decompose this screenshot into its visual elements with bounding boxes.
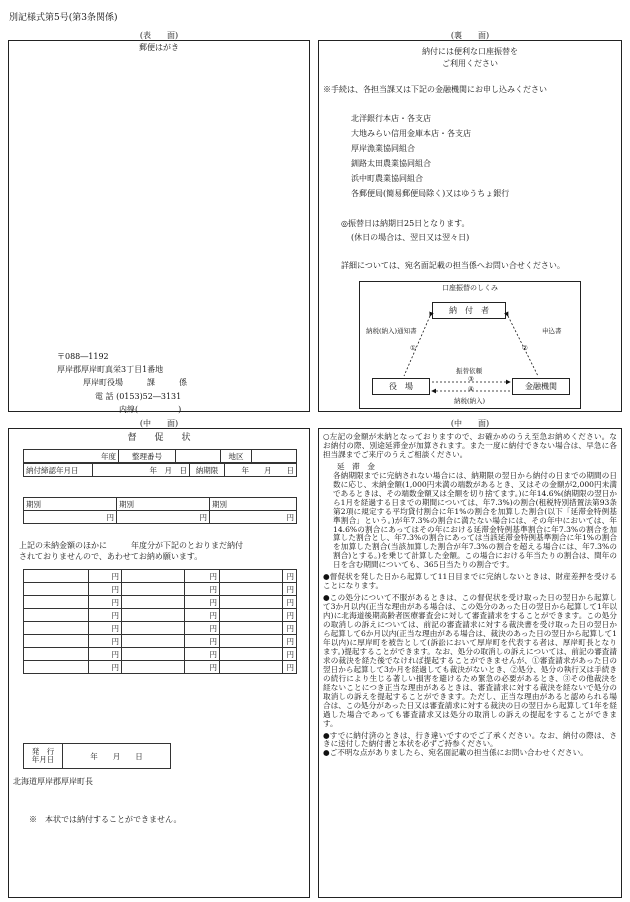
notice-panel bbox=[318, 428, 622, 898]
late-fee-text: 各納期限までに完納されない場合には、納期限の翌日から納付の日までの期間の日数に応じ、未納金額(1,000円未満の端数があるとき、又はその金額が2,000円未満であるときは、その端数金額又は全額を切り捨てます。)に年14.6%(納期限の翌日から1月を経過する日までの期間については、年7.3%)の割合(租税特別措置法第93条第2項に規定する平均貸付割合に年1%の割合を加算した割合(以下「延滞金特例基準割合」という。)が年7.3%の割合に満たない場合には、その年中においては、年14.6%の割合にあってはその年における延滞金特例基準割合に年7.3%の割合を加算した割合とし、年7.3%の割合にあっては当該延滞金特例基準割合に年1%の割合を加算した割合(当該加算した割合が年7.3%の割合を超える場合には、年7.3%の割合)とする。)を乗じて計算した金額。この場合における年当たりの割合は、閏年の日を含む期間についても、365日当たりの割合です。 bbox=[333, 470, 617, 570]
period-label: 期別 bbox=[117, 498, 210, 511]
back-panel bbox=[318, 40, 622, 412]
bank-item: 浜中町農業協同組合 bbox=[351, 174, 423, 183]
deadline-date: 年 月 日 bbox=[93, 464, 190, 477]
year-cell: 年度 bbox=[24, 450, 119, 463]
bank-item: 厚岸漁業協同組合 bbox=[351, 144, 415, 153]
issue-label bbox=[24, 744, 63, 769]
payer-box: 納 付 者 bbox=[432, 302, 506, 319]
transfer-date: ◎振替日は納期日25日となります。 bbox=[341, 219, 470, 228]
yen-cell: 円 bbox=[185, 570, 220, 583]
ref-no-value bbox=[176, 450, 221, 463]
yen-cell: 円 bbox=[89, 622, 122, 635]
back-line1: 納付には便利な口座振替を bbox=[422, 47, 518, 56]
amount-cell: 円 bbox=[210, 511, 297, 524]
issuer: 北海道厚岸郡厚岸町長 bbox=[13, 777, 93, 786]
yen-cell: 円 bbox=[283, 622, 297, 635]
yen-cell: 円 bbox=[283, 583, 297, 596]
yen-cell: 円 bbox=[283, 596, 297, 609]
deadline-table bbox=[23, 463, 297, 477]
back-line2: ご利用ください bbox=[442, 59, 498, 68]
yen-cell: 円 bbox=[89, 609, 122, 622]
details-text: 詳細については、宛名面記載の担当係へお問い合せください。 bbox=[341, 261, 565, 270]
notice-label: 納税(納入)通知書 bbox=[366, 327, 417, 335]
bank-item: 大地みらい信用金庫本店・各支店 bbox=[351, 129, 471, 138]
issue-label-2: 年月日 bbox=[31, 755, 55, 764]
notice-arrow bbox=[404, 316, 430, 376]
period-table bbox=[23, 497, 297, 524]
bank-item: 各郵便局(簡易郵便局除く)又はゆうちょ銀行 bbox=[351, 189, 510, 198]
district-label: 地区 bbox=[221, 450, 252, 463]
yen-cell: 円 bbox=[283, 635, 297, 648]
issue-date: 年 月 日 bbox=[63, 744, 171, 769]
extension: 内線( ) bbox=[119, 405, 182, 414]
deadline-label: 納付締認年月日 bbox=[24, 464, 93, 477]
notice-text-2: されておりませんので、あわせてお納め願います。 bbox=[19, 552, 203, 561]
due-label: 納期限 bbox=[190, 464, 225, 477]
form-id: 別記様式第5号(第3条関係) bbox=[9, 13, 118, 23]
yen-cell: 円 bbox=[89, 648, 122, 661]
num-2: ② bbox=[522, 344, 528, 352]
paragraph-4: ●この処分について不服があるときは、この督促状を受け取った日の翌日から起算して3か月以内(正当な理由がある場合は、この処分のあった日の翌日から起算して1年以内)に北海道後期高齢者医療審査会に対して審査請求をすることができます。この処分の取消しの訴えについては、前記の審査請求に対する裁決書を受け取った日の翌日から起算して6か月以内(正当な理由がある場合は、裁決のあった日の翌日から起算して1年以内)に厚岸町を被告として(訴訟において厚岸町を代表する者は、厚岸町長となります。)提起することができます。なお、処分の取消しの訴えについては、前記の審査請求の裁決を経た後でなければ提起することができませんが、①審査請求があった日の翌日から起算して3か月を経過しても裁決がないとき、②処分、処分の執行又は手続きの続行により生じる著しい損害を避けるため緊急の必要があるとき、③その他裁決を経ないことにつき正当な理由があるときは、審査請求に対する裁決を経ないで処分の取消しの訴えを提起することができます。ただし、正当な理由があると認められる場合は、この処分があった日又は審査請求に対する裁決の日の翌日から起算して1年を経過した場合であっても審査請求又は処分の取消しの訴えの提起をすることができます。 bbox=[323, 593, 617, 728]
office: 厚岸町役場 課 係 bbox=[83, 378, 187, 387]
yen-cell: 円 bbox=[185, 622, 220, 635]
application-label: 申込書 bbox=[542, 327, 562, 335]
paragraph-5: ●すでに納付済のときは、行き違いですのでご了承ください。なお、納付の際は、さきに送付した納付書と本状を必ずご持参ください。 bbox=[323, 730, 617, 749]
amount-cell: 円 bbox=[117, 511, 210, 524]
issue-label-1: 発 行 bbox=[31, 746, 55, 756]
dunning-title: 督 促 状 bbox=[127, 433, 191, 443]
issue-date-table bbox=[23, 743, 171, 769]
district-value bbox=[252, 450, 297, 463]
payment-label: 納税(納入) bbox=[454, 397, 486, 405]
postcard-label: 郵便はがき bbox=[139, 43, 179, 52]
front-heading: (表 面) bbox=[139, 31, 179, 40]
office-box: 役 場 bbox=[372, 378, 430, 395]
yen-cell: 円 bbox=[185, 661, 220, 674]
address: 厚岸郡厚岸町真栄3丁目1番地 bbox=[57, 365, 164, 374]
notice-body bbox=[323, 433, 617, 758]
bank-item: 北洋銀行本店・各支店 bbox=[351, 114, 431, 123]
yen-cell: 円 bbox=[283, 570, 297, 583]
due-date: 年 月 日 bbox=[225, 464, 297, 477]
yen-cell: 円 bbox=[283, 648, 297, 661]
middle-left-heading: (中 面) bbox=[139, 419, 179, 428]
yen-cell: 円 bbox=[185, 596, 220, 609]
postal-code: 〒088―1192 bbox=[57, 352, 109, 361]
period-label: 期別 bbox=[210, 498, 297, 511]
middle-right-heading: (中 面) bbox=[450, 419, 490, 428]
yen-cell: 円 bbox=[185, 583, 220, 596]
yen-cell: 円 bbox=[185, 648, 220, 661]
yen-cell: 円 bbox=[89, 570, 122, 583]
amount-cell: 円 bbox=[24, 511, 117, 524]
paragraph-6: ●ご不明な点がありましたら、宛名面記載の担当係にお問い合わせください。 bbox=[323, 748, 588, 758]
front-panel bbox=[8, 40, 310, 412]
yen-cell: 円 bbox=[89, 661, 122, 674]
paragraph-3: ●督促状を発した日から起算して11日目までに完納しないときは、財産差押を受けることになります。 bbox=[323, 572, 617, 591]
bank-box: 金融機関 bbox=[512, 378, 570, 395]
yen-cell: 円 bbox=[185, 635, 220, 648]
yen-cell: 円 bbox=[89, 596, 122, 609]
ref-no-label: 整理番号 bbox=[119, 450, 176, 463]
holiday-note: (休日の場合は、翌日又は翌々日) bbox=[351, 233, 470, 242]
yen-cell: 円 bbox=[283, 609, 297, 622]
late-fee-title: 延 滞 金 bbox=[337, 461, 375, 471]
procedure-text: ※手続は、各担当課又は下記の金融機関にお申し込みください bbox=[323, 85, 547, 94]
transfer-diagram bbox=[359, 281, 581, 409]
yen-cell: 円 bbox=[89, 635, 122, 648]
bank-item: 釧路太田農業協同組合 bbox=[351, 159, 431, 168]
diagram-title: 口座振替のしくみ bbox=[442, 284, 498, 292]
num-4: ④ bbox=[468, 385, 474, 393]
paragraph-1: ○左記の金額が未納となっておりますので、お確かめのうえ至急お納めください。なお納付の際、別途延滞金が加算されます。また一度に納付できない場合は、早急に各担当課までご来庁のうえご相談ください。 bbox=[323, 432, 617, 459]
phone: 電 話 (0153)52―3131 bbox=[95, 392, 182, 401]
header-table bbox=[23, 449, 297, 463]
period-label: 期別 bbox=[24, 498, 117, 511]
num-1: ① bbox=[410, 344, 416, 352]
notice-text-1: 上記の未納金額のほかに 年度分が下記のとおりまだ納付 bbox=[19, 541, 243, 550]
yen-cell: 円 bbox=[283, 661, 297, 674]
num-3: ③ bbox=[468, 375, 474, 383]
yen-cell: 円 bbox=[89, 583, 122, 596]
request-label: 振替依頼 bbox=[456, 367, 482, 375]
back-heading: (裏 面) bbox=[450, 31, 490, 40]
yen-cell: 円 bbox=[185, 609, 220, 622]
dunning-panel bbox=[8, 428, 310, 898]
no-payment-note: ※ 本状では納付することができません。 bbox=[29, 815, 182, 824]
arrears-table bbox=[23, 569, 297, 674]
